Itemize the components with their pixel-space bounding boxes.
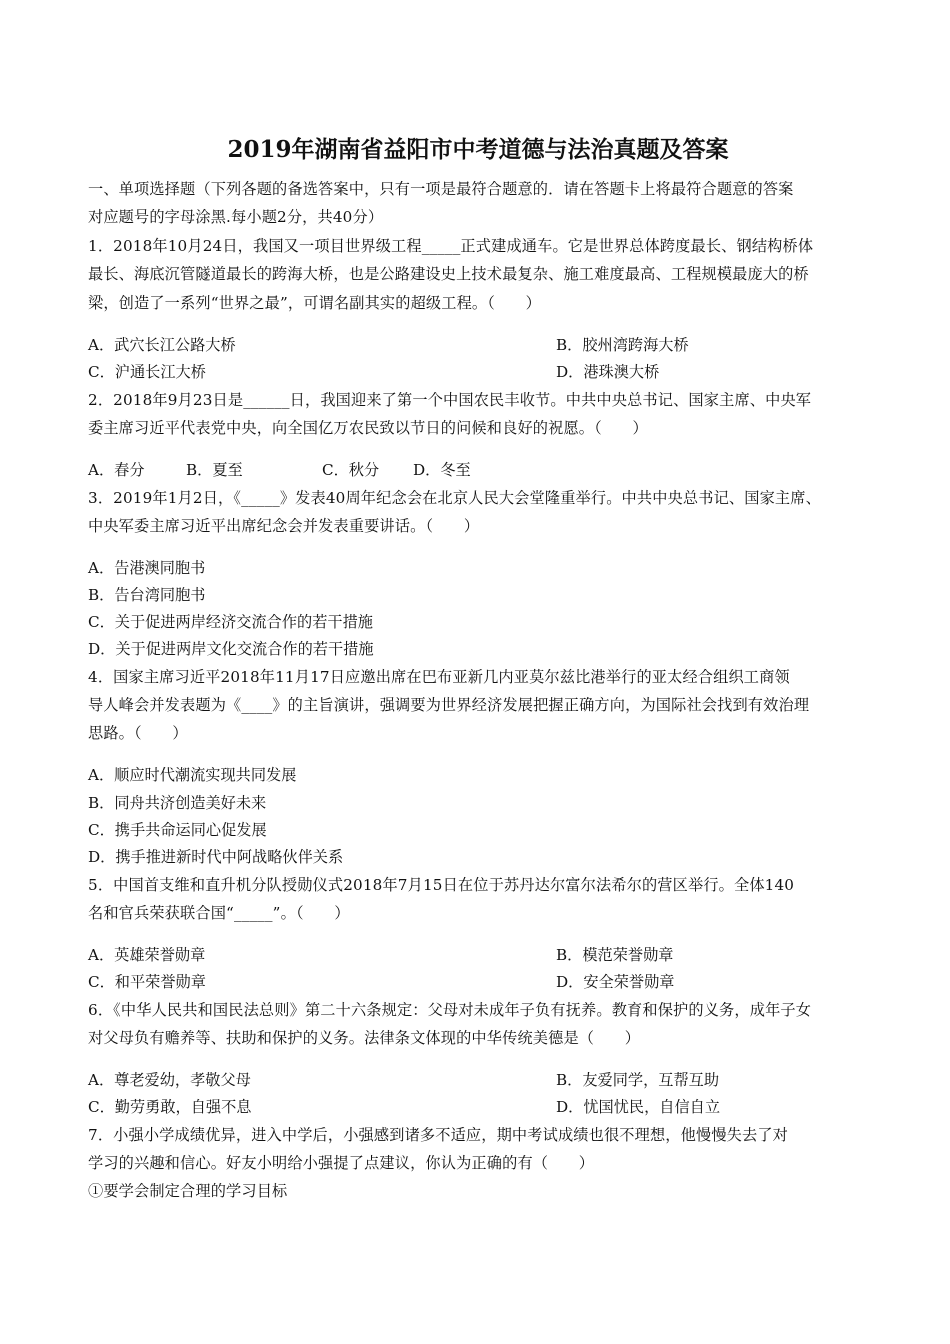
question-2-text: 2．2018年9月23日是______日，我国迎来了第一个中国农民丰收节。中共中央总书记、国家主席、中央军 (88, 391, 812, 409)
question-6-option-d: D．忧国忧民，自信自立 (556, 1098, 721, 1116)
question-7-statement: ①要学会制定合理的学习目标 (88, 1182, 288, 1200)
question-5-option-c: C．和平荣誉勋章 (88, 973, 206, 991)
question-4-text: 4．国家主席习近平2018年11月17日应邀出席在巴布亚新几内亚莫尔兹比港举行的亚太经合组织工商领 (88, 668, 790, 686)
question-3-text: 3．2019年1月2日，《_____》发表40周年纪念会在北京人民大会堂隆重举行。中共中央总书记、国家主席、 (88, 489, 821, 507)
question-2-text: 委主席习近平代表党中央，向全国亿万农民致以节日的问候和良好的祝愿。（ ） (88, 419, 648, 437)
page-title: 2019年湖南省益阳市中考道德与法治真题及答案 (227, 136, 729, 163)
question-6-text: 对父母负有赡养等、扶助和保护的义务。法律条文体现的中华传统美德是（ ） (88, 1029, 641, 1047)
question-3-option-d: D．关于促进两岸文化交流合作的若干措施 (88, 640, 374, 658)
question-1-text: 最长、海底沉管隧道最长的跨海大桥，也是公路建设史上技术最复杂、施工难度最高、工程规模最庞大的桥 (88, 265, 809, 283)
question-4-option-c: C．携手共命运同心促发展 (88, 821, 267, 839)
question-2-option-d: D．冬至 (413, 461, 471, 479)
question-6-option-c: C．勤劳勇敢，自强不息 (88, 1098, 252, 1116)
question-5-text: 5．中国首支维和直升机分队授勋仪式2018年7月15日在位于苏丹达尔富尔法希尔的营区举行。全体140 (88, 876, 795, 894)
question-7-text: 学习的兴趣和信心。好友小明给小强提了点建议，你认为正确的有（ ） (88, 1154, 595, 1172)
question-1-option-c: C．沪通长江大桥 (88, 363, 206, 381)
question-5-option-d: D．安全荣誉勋章 (556, 973, 675, 991)
question-4-option-d: D．携手推进新时代中阿战略伙伴关系 (88, 848, 344, 866)
question-4-option-b: B．同舟共济创造美好未来 (88, 794, 267, 812)
question-5-text: 名和官兵荣获联合国“_____”。（ ） (88, 904, 350, 922)
question-3-option-b: B．告台湾同胞书 (88, 586, 206, 604)
question-5-option-a: A．英雄荣誉勋章 (88, 946, 206, 964)
question-6-option-a: A．尊老爱幼，孝敬父母 (88, 1071, 251, 1089)
question-4-text: 思路。（ ） (88, 724, 188, 742)
question-3-text: 中央军委主席习近平出席纪念会并发表重要讲话。（ ） (88, 517, 480, 535)
question-1-text: 1．2018年10月24日，我国又一项目世界级工程_____正式建成通车。它是世界总体跨度最长、钢结构桥体 (88, 237, 814, 255)
question-3-option-a: A．告港澳同胞书 (88, 559, 206, 577)
question-2-option-b: B．夏至 (186, 461, 243, 479)
question-1-option-d: D．港珠澳大桥 (556, 363, 660, 381)
question-1-option-b: B．胶州湾跨海大桥 (556, 336, 689, 354)
question-7-text: 7．小强小学成绩优异，进入中学后，小强感到诸多不适应，期中考试成绩也很不理想，他慢慢失去了对 (88, 1126, 788, 1144)
question-4-text: 导人峰会并发表题为《____》的主旨演讲，强调要为世界经济发展把握正确方向，为国际社会找到有效治理 (88, 696, 810, 714)
question-5-option-b: B．模范荣誉勋章 (556, 946, 674, 964)
section-instruction: 一、单项选择题（下列各题的备选答案中，只有一项是最符合题意的．请在答题卡上将最符合题意的答案 (88, 180, 794, 198)
question-1-text: 梁，创造了一系列“世界之最”，可谓名副其实的超级工程。（ ） (88, 294, 542, 312)
section-instruction: 对应题号的字母涂黑.每小题2分，共40分） (88, 208, 384, 226)
question-6-text: 6．《中华人民共和国民法总则》第二十六条规定：父母对未成年子负有抚养。教育和保护的义务，成年子女 (88, 1001, 812, 1019)
question-6-option-b: B．友爱同学，互帮互助 (556, 1071, 720, 1089)
question-2-option-a: A．春分 (88, 461, 145, 479)
question-1-option-a: A．武穴长江公路大桥 (88, 336, 236, 354)
question-4-option-a: A．顺应时代潮流实现共同发展 (88, 766, 297, 784)
question-3-option-c: C．关于促进两岸经济交流合作的若干措施 (88, 613, 373, 631)
question-2-option-c: C．秋分 (322, 461, 380, 479)
